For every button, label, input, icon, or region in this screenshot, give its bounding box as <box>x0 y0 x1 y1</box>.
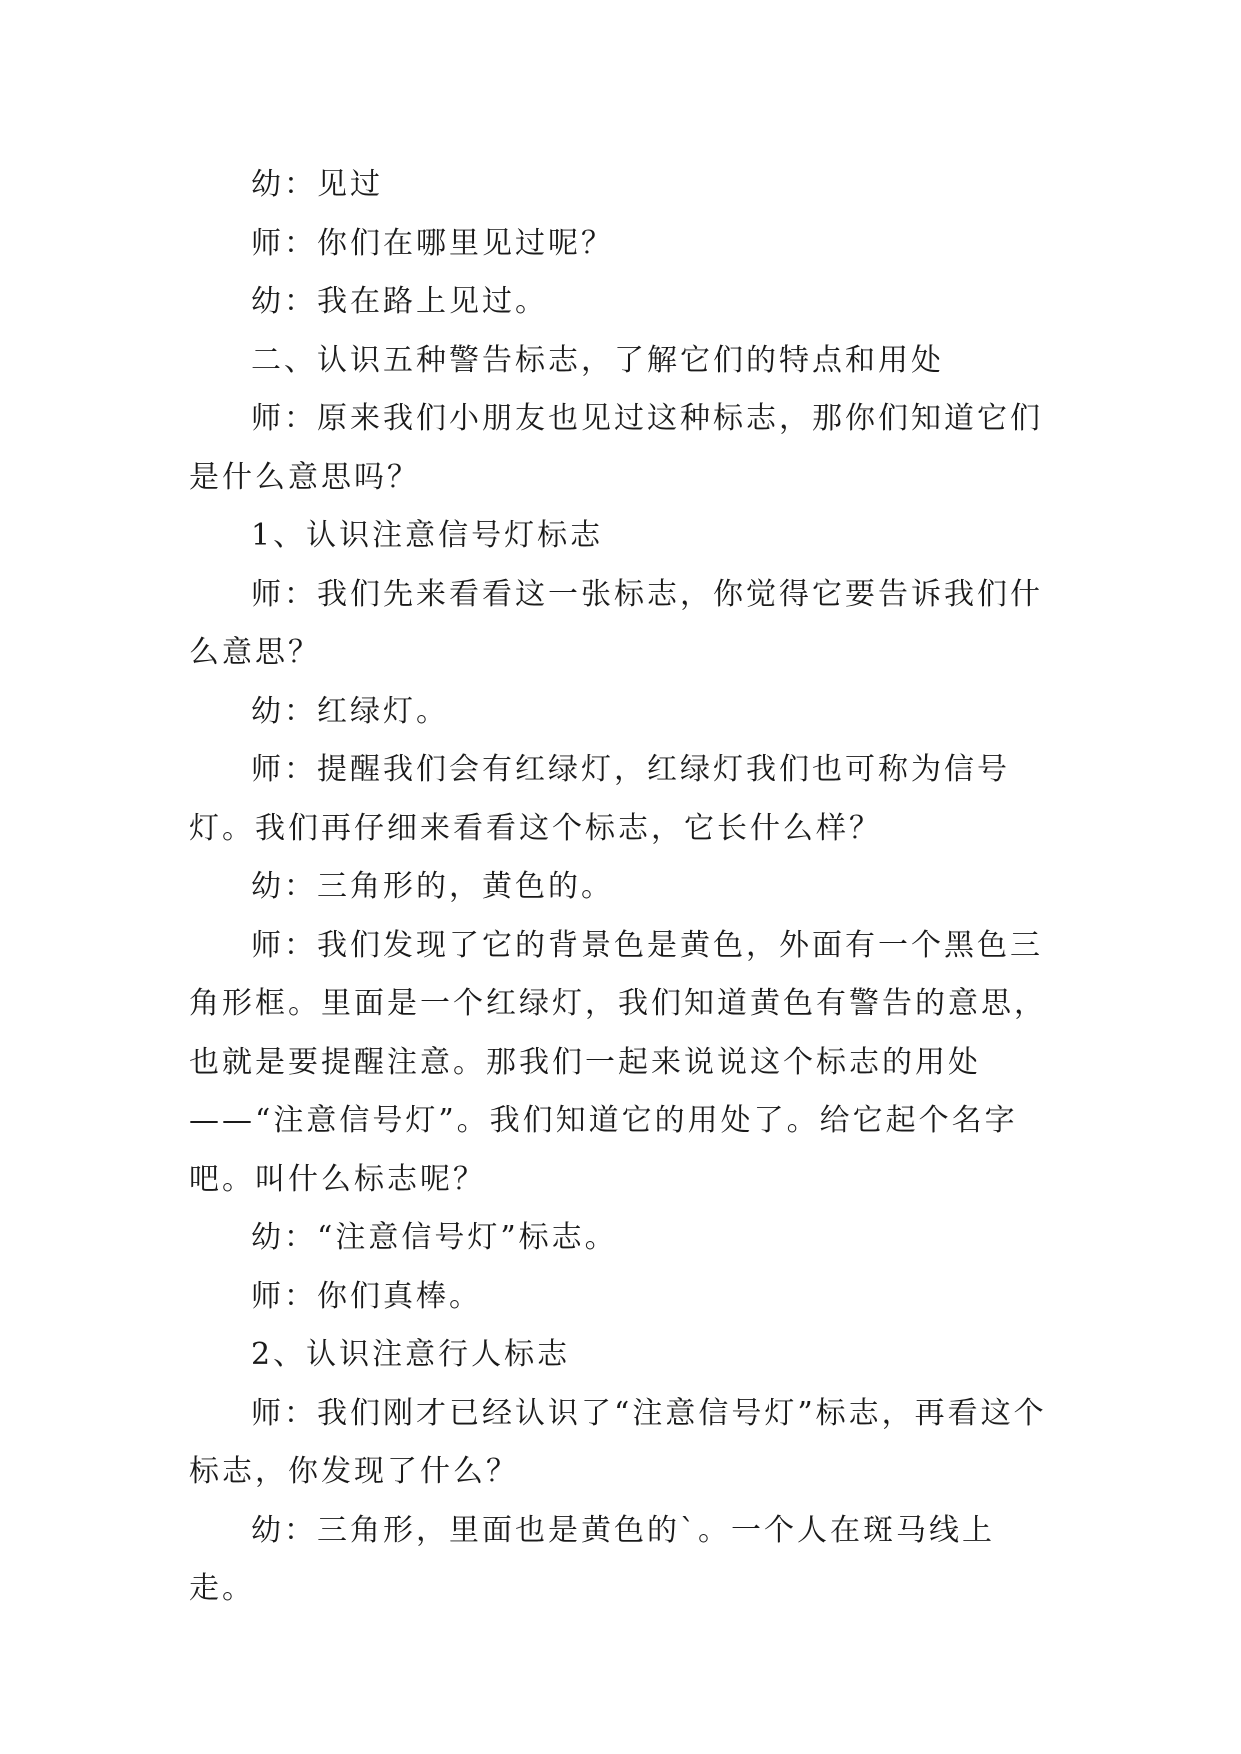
paragraph-question-meaning: 师：原来我们小朋友也见过这种标志，那你们知道它们是什么意思吗？ <box>189 401 1043 495</box>
paragraph-teacher-remind: 师：提醒我们会有红绿灯，红绿灯我们也可称为信号灯。我们再仔细来看看这个标志，它长什么样？ <box>189 752 1010 846</box>
paragraph-answer-triangle: 幼：三角形的，黄色的。 <box>251 869 614 904</box>
document-body <box>189 156 1059 1619</box>
paragraph-question-next-sign: 师：我们刚才已经认识了“注意信号灯”标志，再看这个标志，你发现了什么？ <box>189 1395 1047 1489</box>
subheading-pedestrian: 2、认识注意行人标志 <box>251 1337 571 1372</box>
paragraph-answer-traffic-light: 幼：红绿灯。 <box>251 693 449 729</box>
section-heading-2: 二、认识五种警告标志，了解它们的特点和用处 <box>251 342 944 378</box>
paragraph-teacher-explain: 师：我们发现了它的背景色是黄色，外面有一个黑色三角形框。里面是一个红绿灯，我们知道黄色有警告的意思，也就是要提醒注意。那我们一起来说说这个标志的用处——“注意信号灯”。我们知道它的用处了。给它起个名字吧。叫什么标志呢？ <box>189 927 1047 1197</box>
paragraph-answer-zebra: 幼：三角形，里面也是黄色的`。一个人在斑马线上走。 <box>189 1512 995 1606</box>
paragraph-question-first-sign: 师：我们先来看看这一张标志，你觉得它要告诉我们什么意思？ <box>189 576 1043 670</box>
paragraph-answer-seen: 幼：见过 <box>251 167 383 202</box>
subheading-signal-light: 1、认识注意信号灯标志 <box>251 518 604 553</box>
paragraph-answer-sign-name: 幼：“注意信号灯”标志。 <box>251 1220 618 1255</box>
paragraph-question-where: 师：你们在哪里见过呢？ <box>251 225 614 261</box>
paragraph-answer-road: 幼：我在路上见过。 <box>251 284 548 319</box>
paragraph-teacher-praise: 师：你们真棒。 <box>251 1278 482 1314</box>
